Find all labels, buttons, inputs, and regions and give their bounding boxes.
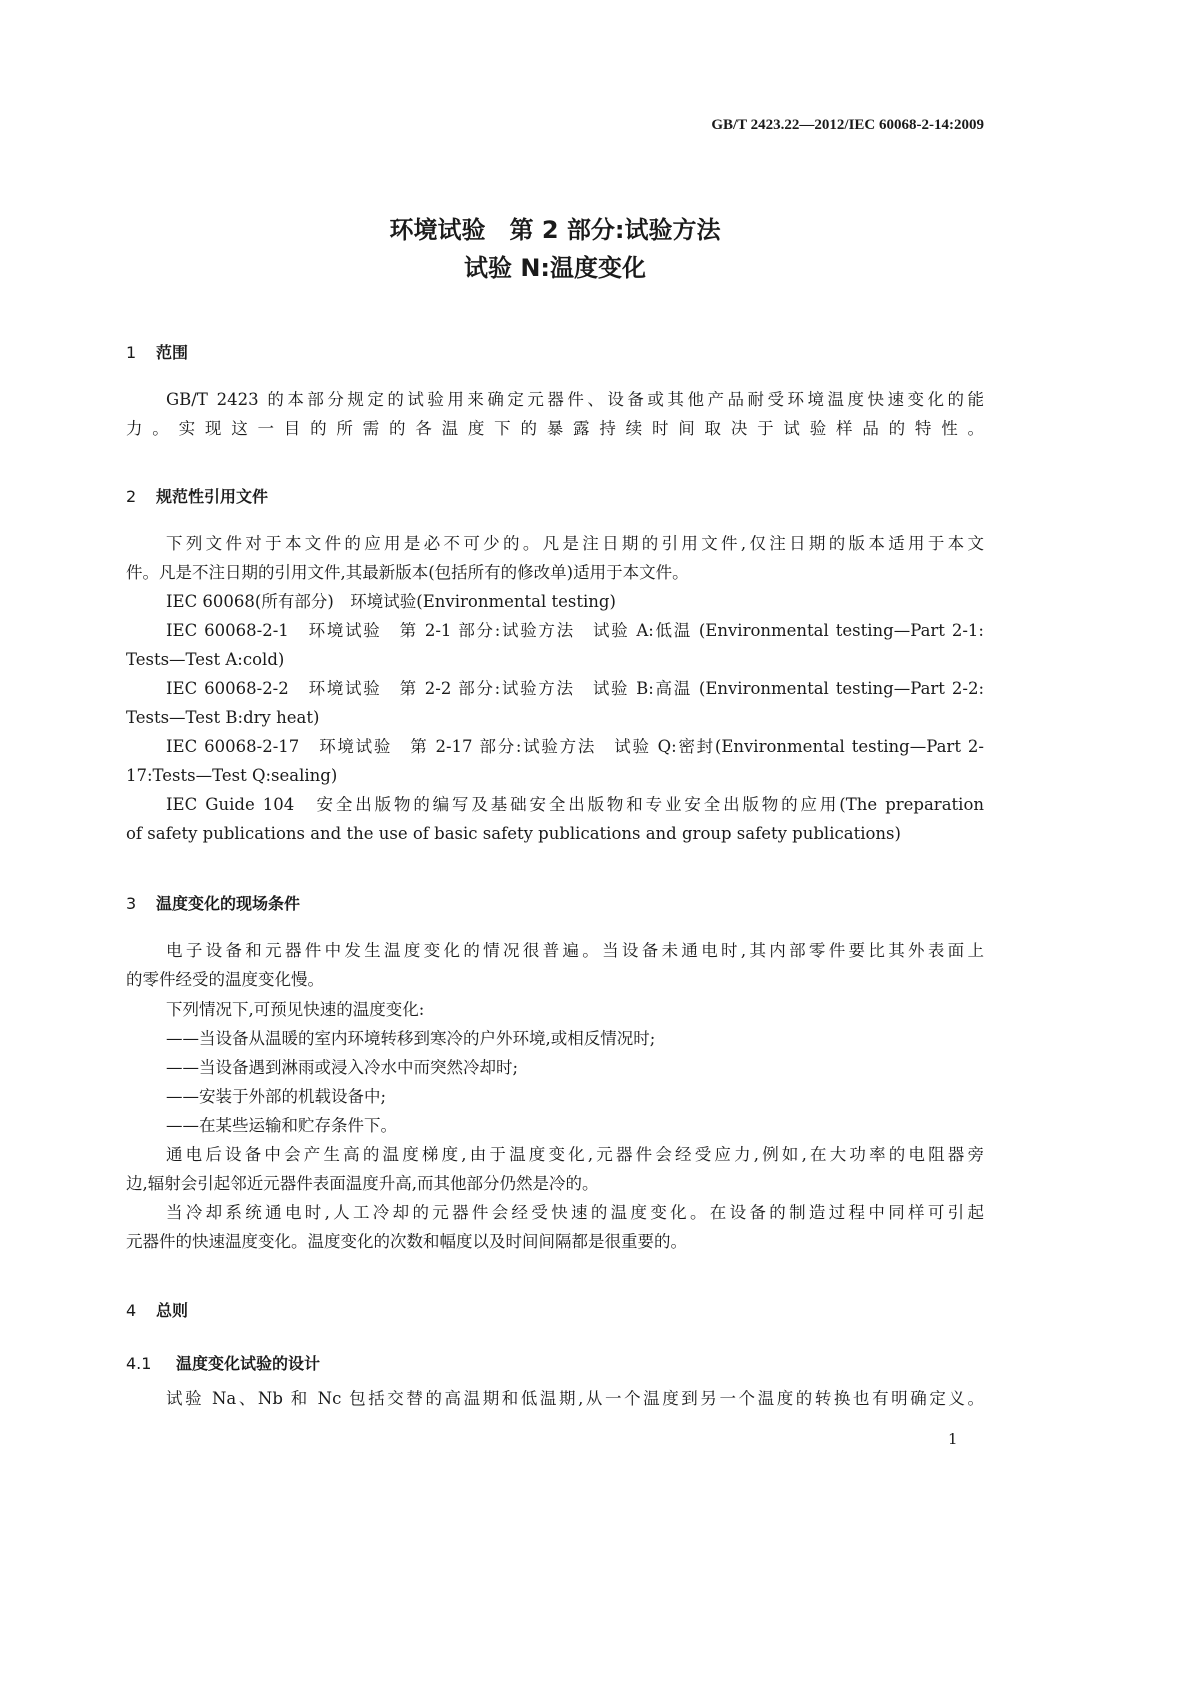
text-line: IEC Guide 104 安全出版物的编写及基础安全出版物和专业安全出版物的应用(The preparation — [166, 795, 984, 814]
section-heading — [126, 1300, 188, 1322]
section-heading — [126, 1353, 320, 1375]
text-line: 元器件的快速温度变化。温度变化的次数和幅度以及时间间隔都是很重要的。 — [126, 1232, 687, 1251]
text-line: 试验 Na、Nb 和 Nc 包括交替的高温期和低温期,从一个温度到另一个温度的转换也有明确定义。 — [166, 1389, 984, 1408]
text-line: 的零件经受的温度变化慢。 — [126, 970, 324, 989]
section-number: 1 — [126, 343, 137, 362]
text-line: 下列文件对于本文件的应用是必不可少的。凡是注日期的引用文件,仅注日期的版本适用于本文 — [166, 534, 984, 553]
text-line: IEC 60068-2-1 环境试验 第 2-1 部分:试验方法 试验 A:低温 (Environmental testing—Part 2-1: — [166, 621, 984, 640]
text-line: GB/T 2423 的本部分规定的试验用来确定元器件、设备或其他产品耐受环境温度快速变化的能 — [166, 390, 984, 409]
text-line: 下列情况下,可预见快速的温度变化: — [166, 1000, 425, 1019]
document-subtitle: 试验 N:温度变化 — [463, 254, 647, 282]
section-number: 4.1 — [126, 1354, 152, 1373]
text-line: Tests—Test A:cold) — [126, 650, 285, 669]
document-title: 环境试验 第 2 部分:试验方法 — [389, 216, 721, 244]
page-number: 1 — [948, 1430, 958, 1448]
section-heading — [126, 893, 300, 915]
section-number: 2 — [126, 487, 137, 506]
text-line: ——在某些运输和贮存条件下。 — [166, 1116, 397, 1135]
text-line: of safety publications and the use of basic safety publications and group safety publications) — [126, 824, 901, 843]
text-line: 17:Tests—Test Q:sealing) — [126, 766, 338, 785]
text-line: 件。凡是不注日期的引用文件,其最新版本(包括所有的修改单)适用于本文件。 — [126, 563, 689, 582]
text-line: IEC 60068-2-2 环境试验 第 2-2 部分:试验方法 试验 B:高温 (Environmental testing—Part 2-2: — [166, 679, 984, 698]
section-heading — [126, 342, 188, 364]
section-title: 规范性引用文件 — [156, 487, 269, 506]
text-line: 边,辐射会引起邻近元器件表面温度升高,而其他部分仍然是冷的。 — [126, 1174, 599, 1193]
text-line: IEC 60068(所有部分) 环境试验(Environmental testing) — [166, 592, 616, 611]
section-number: 3 — [126, 894, 137, 913]
text-line: 通电后设备中会产生高的温度梯度,由于温度变化,元器件会经受应力,例如,在大功率的电阻器旁 — [166, 1145, 984, 1164]
section-title: 温度变化的现场条件 — [156, 894, 301, 913]
standard-number: GB/T 2423.22—2012/IEC 60068-2-14:2009 — [711, 117, 984, 133]
text-line: Tests—Test B:dry heat) — [126, 708, 320, 727]
section-title: 范围 — [156, 343, 189, 362]
text-line: ——当设备遇到淋雨或浸入冷水中而突然冷却时; — [166, 1058, 519, 1077]
section-heading — [126, 486, 268, 508]
section-title: 温度变化试验的设计 — [176, 1354, 321, 1373]
text-line: 电子设备和元器件中发生温度变化的情况很普遍。当设备未通电时,其内部零件要比其外表面上 — [166, 941, 984, 960]
text-line: ——当设备从温暖的室内环境转移到寒冷的户外环境,或相反情况时; — [166, 1029, 656, 1048]
section-title: 总则 — [156, 1301, 189, 1320]
text-line: 当冷却系统通电时,人工冷却的元器件会经受快速的温度变化。在设备的制造过程中同样可引起 — [166, 1203, 984, 1222]
text-line: IEC 60068-2-17 环境试验 第 2-17 部分:试验方法 试验 Q:密封(Environmental testing—Part 2- — [166, 737, 984, 756]
section-number: 4 — [126, 1301, 137, 1320]
text-line: 力。实现这一目的所需的各温度下的暴露持续时间取决于试验样品的特性。 — [126, 419, 984, 438]
text-line: ——安装于外部的机载设备中; — [166, 1087, 387, 1106]
